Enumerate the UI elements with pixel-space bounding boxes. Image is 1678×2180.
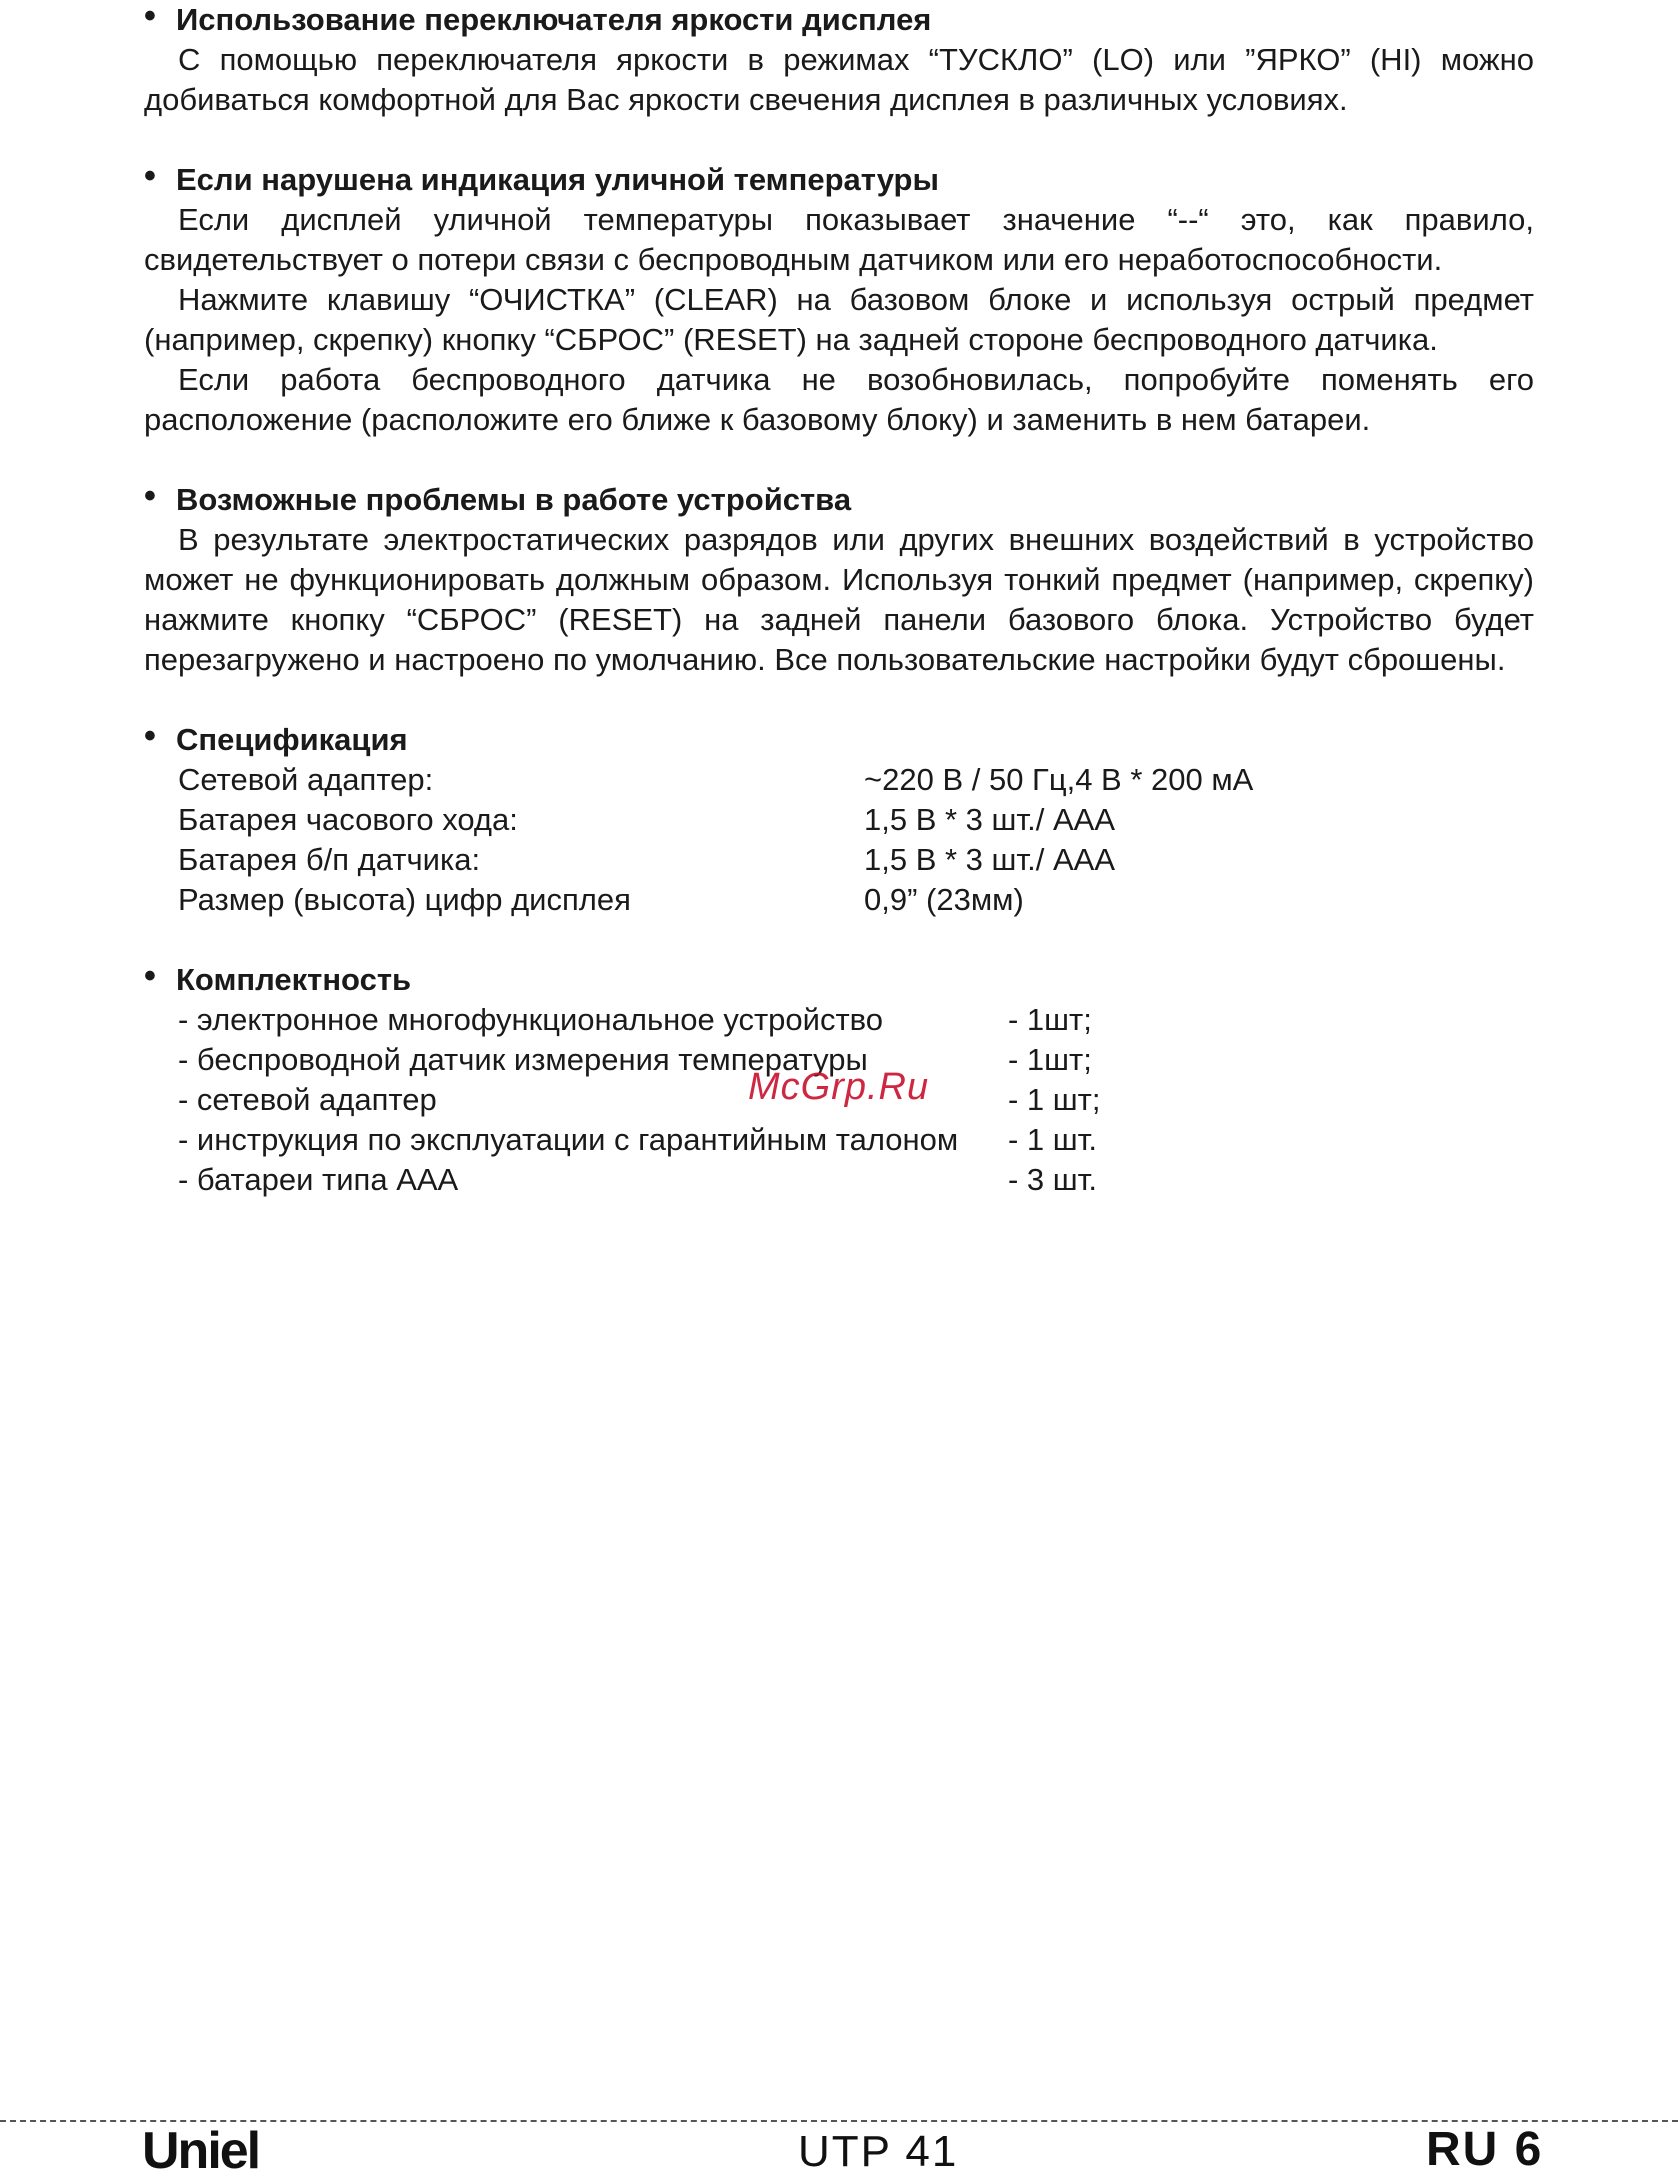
heading-text: Если нарушена индикация уличной температуры xyxy=(176,162,939,197)
section-heading xyxy=(144,717,1534,760)
paragraph: В результате электростатических разрядов или других внешних воздействий в устройство может не функционировать должным образом. Используя тонкий предмет (например, скрепку) нажмите кнопку “СБРОС” (RESET) на задней панели базового блока. Устройство будет перезагружено и настроено по умолчанию. Все пользовательские настройки будут сброшены. xyxy=(144,522,1534,677)
spec-value: ~220 В / 50 Гц,4 В * 200 мА xyxy=(864,762,1254,797)
kit-value: - 1шт; xyxy=(1008,1002,1092,1037)
kit-label: - электронное многофункциональное устройство xyxy=(178,1002,884,1037)
page-number: RU 6 xyxy=(1426,2123,1544,2176)
spec-label: Батарея б/п датчика: xyxy=(178,842,481,877)
spec-value: 1,5 В * 3 шт./ AAA xyxy=(864,802,1116,837)
section-spec xyxy=(144,717,1534,920)
bullet-icon: • xyxy=(144,157,156,195)
page-footer xyxy=(0,2122,1678,2180)
kit-row xyxy=(144,1160,1534,1200)
paragraph: Если работа беспроводного датчика не возобновилась, попробуйте поменять его расположение (расположите его ближе к базовому блоку) и заменить в нем батареи. xyxy=(144,362,1534,437)
kit-value: - 1шт; xyxy=(1008,1042,1092,1077)
spec-value: 0,9” (23мм) xyxy=(864,882,1024,917)
kit-value: - 1 шт. xyxy=(1008,1122,1098,1157)
spec-value: 1,5 В * 3 шт./ AAA xyxy=(864,842,1116,877)
model-name: UTP 41 xyxy=(798,2127,959,2176)
watermark: McGrp.Ru xyxy=(748,1066,930,1108)
paragraph: Нажмите клавишу “ОЧИСТКА” (CLEAR) на базовом блоке и используя острый предмет (например, скрепку) кнопку “СБРОС” (RESET) на задней стороне беспроводного датчика. xyxy=(144,282,1534,357)
bullet-icon: • xyxy=(144,477,156,515)
section-problems xyxy=(144,477,1534,680)
kit-row xyxy=(144,1000,1534,1040)
bullet-icon: • xyxy=(144,0,156,35)
kit-value: - 3 шт. xyxy=(1008,1162,1098,1197)
spec-row xyxy=(144,800,1534,840)
heading-text: Спецификация xyxy=(176,722,408,757)
section-brightness xyxy=(144,0,1534,120)
spec-label: Батарея часового хода: xyxy=(178,802,518,837)
heading-text: Комплектность xyxy=(176,962,412,997)
section-heading xyxy=(144,477,1534,520)
paragraph: Если дисплей уличной температуры показывает значение “--“ это, как правило, свидетельствует о потери связи с беспроводным датчиком или его неработоспособности. xyxy=(144,202,1534,277)
spec-label: Размер (высота) цифр дисплея xyxy=(178,882,631,917)
section-outdoor xyxy=(144,157,1534,440)
spec-label: Сетевой адаптер: xyxy=(178,762,434,797)
page-content xyxy=(144,0,1534,1240)
kit-label: - беспроводной датчик измерения температуры xyxy=(178,1042,868,1077)
paragraph: С помощью переключателя яркости в режимах “ТУСКЛО” (LO) или ”ЯРКО” (HI) можно добиваться комфортной для Вас яркости свечения дисплея в различных условиях. xyxy=(144,42,1534,117)
kit-row xyxy=(144,1120,1534,1160)
spec-row xyxy=(144,880,1534,920)
heading-text: Использование переключателя яркости дисплея xyxy=(176,2,932,37)
section-heading xyxy=(144,0,1534,40)
heading-text: Возможные проблемы в работе устройства xyxy=(176,482,852,517)
spec-row xyxy=(144,760,1534,800)
kit-value: - 1 шт; xyxy=(1008,1082,1101,1117)
kit-label: - сетевой адаптер xyxy=(178,1082,437,1117)
kit-label: - инструкция по эксплуатации с гарантийным талоном xyxy=(178,1122,959,1157)
bullet-icon: • xyxy=(144,717,156,755)
section-heading xyxy=(144,157,1534,200)
brand-logo: Uniel xyxy=(142,2122,260,2180)
bullet-icon: • xyxy=(144,957,156,995)
section-heading xyxy=(144,957,1534,1000)
spec-row xyxy=(144,840,1534,880)
kit-label: - батареи типа AAA xyxy=(178,1162,459,1197)
